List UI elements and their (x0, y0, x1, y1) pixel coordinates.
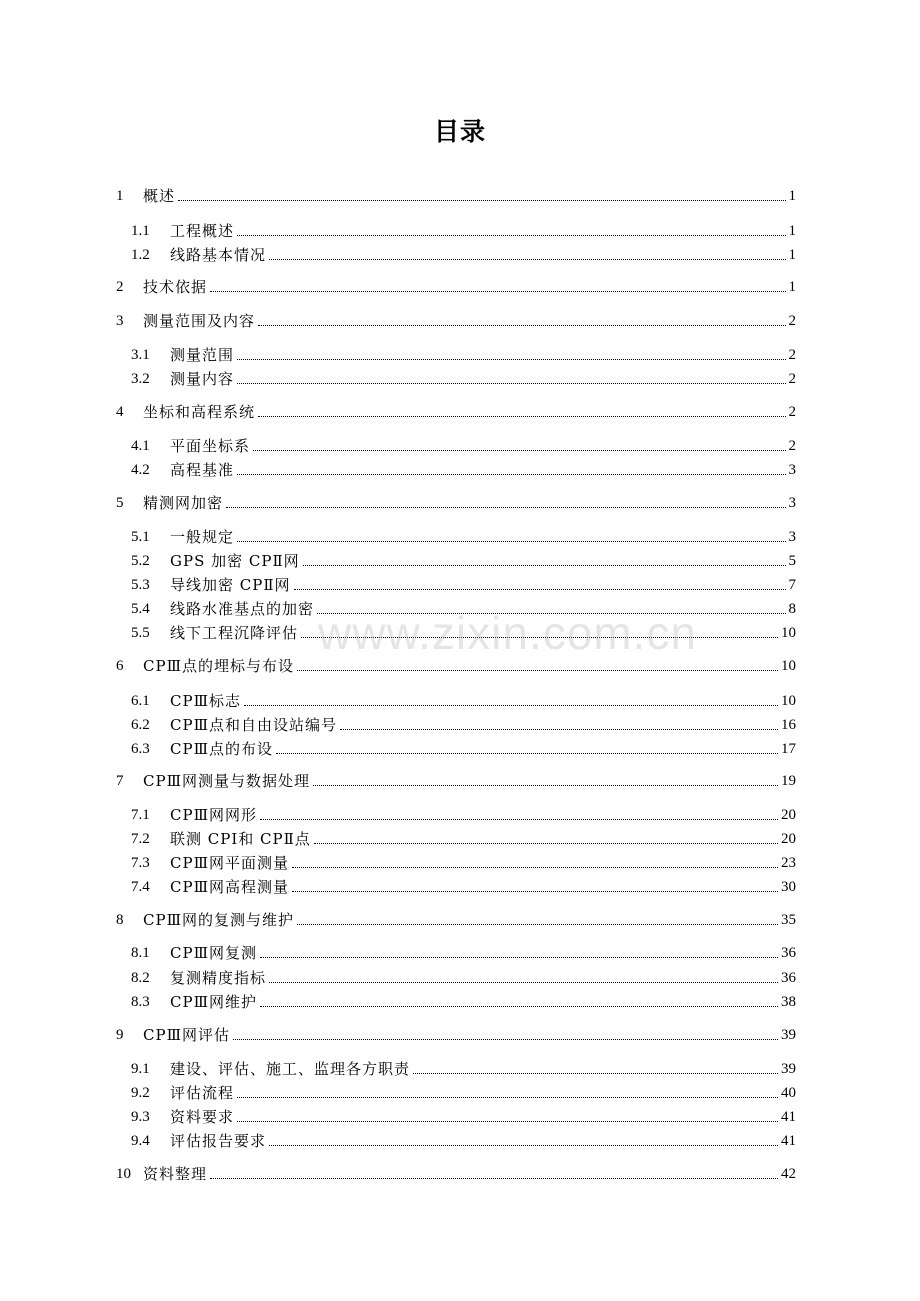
toc-entry-label: 高程基准 (170, 461, 235, 479)
toc-entry-label: 评估报告要求 (170, 1132, 267, 1150)
toc-entry[interactable] (116, 653, 796, 675)
toc-entry-number: 3.1 (131, 347, 150, 363)
toc-dot-leader (258, 416, 785, 417)
toc-entry-page: 8 (788, 601, 796, 617)
toc-entry-page: 35 (781, 912, 796, 928)
toc-dot-leader (260, 957, 778, 958)
toc-entry-number: 9.2 (131, 1085, 150, 1101)
toc-entry-number: 3.2 (131, 371, 150, 387)
toc-entry-label: CPⅢ点和自由设站编号 (170, 716, 338, 734)
toc-entry-number: 8.2 (131, 970, 150, 986)
toc-entry-page: 39 (781, 1027, 796, 1043)
toc-entry[interactable] (116, 399, 796, 421)
toc-dot-leader (269, 259, 785, 260)
toc-dot-leader (260, 1006, 778, 1007)
toc-entry-label: CPⅢ点的布设 (170, 740, 274, 758)
toc-dot-leader (258, 325, 785, 326)
toc-entry-number: 9.3 (131, 1109, 150, 1125)
toc-entry-label: 线路基本情况 (170, 246, 267, 264)
toc-entry-label: 线路水准基点的加密 (170, 600, 315, 618)
toc-entry-page: 23 (781, 855, 796, 871)
toc-entry[interactable] (131, 965, 796, 987)
toc-entry-number: 9.4 (131, 1133, 150, 1149)
toc-entry-page: 39 (781, 1061, 796, 1077)
toc-dot-leader (413, 1073, 778, 1074)
toc-entry-label: GPS 加密 CPⅡ网 (170, 552, 300, 570)
toc-dot-leader (253, 450, 785, 451)
toc-entry-page: 20 (781, 831, 796, 847)
toc-entry-page: 20 (781, 807, 796, 823)
toc-entry-label: 一般规定 (170, 528, 235, 546)
toc-entry-number: 7.3 (131, 855, 150, 871)
toc-entry[interactable] (131, 826, 796, 848)
toc-entry-label: 资料整理 (143, 1165, 208, 1183)
toc-dot-leader (237, 474, 785, 475)
toc-entry-label: 复测精度指标 (170, 969, 267, 987)
toc-entry-page: 10 (781, 658, 796, 674)
toc-entry-page: 2 (788, 438, 796, 454)
toc-entry-page: 10 (781, 693, 796, 709)
toc-entry-page: 2 (788, 347, 796, 363)
toc-entry-page: 3 (788, 529, 796, 545)
toc-entry-number: 2 (116, 279, 124, 295)
toc-entry-number: 6.3 (131, 741, 150, 757)
toc-entry[interactable] (131, 802, 796, 824)
toc-dot-leader (292, 891, 778, 892)
toc-entry-label: 线下工程沉降评估 (170, 624, 299, 642)
toc-entry-number: 6 (116, 658, 124, 674)
toc-entry-page: 38 (781, 994, 796, 1010)
toc-entry-label: CPⅢ网维护 (170, 993, 258, 1011)
toc-dot-leader (297, 670, 778, 671)
toc-entry-label: CPⅢ网平面测量 (170, 854, 290, 872)
toc-entry-label: 导线加密 CPⅡ网 (170, 576, 291, 594)
toc-entry-number: 5.3 (131, 577, 150, 593)
toc-entry-page: 17 (781, 741, 796, 757)
toc-entry[interactable] (131, 620, 796, 642)
toc-entry-page: 2 (788, 371, 796, 387)
toc-entry[interactable] (131, 1104, 796, 1126)
toc-entry[interactable] (131, 433, 796, 455)
toc-entry-number: 7.2 (131, 831, 150, 847)
toc-entry-page: 2 (788, 404, 796, 420)
toc-entry[interactable] (131, 1128, 796, 1150)
toc-entry-page: 5 (788, 553, 796, 569)
toc-dot-leader (210, 291, 785, 292)
toc-entry-page: 36 (781, 945, 796, 961)
toc-entry-number: 5 (116, 495, 124, 511)
toc-entry[interactable] (131, 457, 796, 479)
toc-entry-page: 10 (781, 625, 796, 641)
toc-entry[interactable] (116, 1161, 796, 1183)
watermark: www.zixin.com.cn (318, 607, 697, 659)
toc-entry-label: 测量范围 (170, 346, 235, 364)
toc-entry[interactable] (131, 712, 796, 734)
toc-entry-number: 4.1 (131, 438, 150, 454)
toc-entry-number: 5.4 (131, 601, 150, 617)
toc-entry-label: CPⅢ网高程测量 (170, 878, 290, 896)
toc-entry-number: 1 (116, 188, 124, 204)
toc-entry-label: CPⅢ点的埋标与布设 (143, 657, 295, 675)
toc-entry[interactable] (131, 366, 796, 388)
toc-dot-leader (237, 1121, 778, 1122)
toc-entry[interactable] (131, 989, 796, 1011)
toc-entry-page: 3 (788, 462, 796, 478)
toc-dot-leader (226, 507, 785, 508)
toc-entry[interactable] (131, 572, 796, 594)
toc-entry-number: 4.2 (131, 462, 150, 478)
toc-entry[interactable] (131, 1056, 796, 1078)
toc-entry-number: 3 (116, 313, 124, 329)
toc-entry[interactable] (116, 274, 796, 296)
toc-dot-leader (297, 924, 778, 925)
toc-dot-leader (237, 541, 785, 542)
toc-dot-leader (303, 565, 786, 566)
toc-entry-page: 40 (781, 1085, 796, 1101)
toc-dot-leader (269, 982, 778, 983)
toc-dot-leader (178, 200, 785, 201)
page-title: 目录 (433, 117, 486, 146)
toc-dot-leader (237, 383, 785, 384)
toc-entry-label: 测量范围及内容 (143, 312, 256, 330)
toc-entry-number: 8.1 (131, 945, 150, 961)
toc-entry-page: 19 (781, 773, 796, 789)
toc-entry-label: CPⅢ网复测 (170, 944, 258, 962)
toc-entry-page: 42 (781, 1166, 796, 1182)
toc-dot-leader (313, 785, 778, 786)
toc-entry-page: 30 (781, 879, 796, 895)
toc-dot-leader (276, 753, 778, 754)
toc-dot-leader (301, 637, 778, 638)
toc-dot-leader (294, 589, 786, 590)
toc-entry-label: CPⅢ网的复测与维护 (143, 911, 295, 929)
toc-dot-leader (292, 867, 778, 868)
toc-dot-leader (237, 359, 785, 360)
toc-entry-label: 坐标和高程系统 (143, 403, 256, 421)
toc-entry-number: 9 (116, 1027, 124, 1043)
toc-dot-leader (244, 705, 778, 706)
toc-entry-label: 资料要求 (170, 1108, 235, 1126)
toc-entry-page: 1 (788, 279, 796, 295)
toc-entry-label: 联测 CPⅠ和 CPⅡ点 (170, 830, 311, 848)
toc-entry-page: 36 (781, 970, 796, 986)
toc-entry-label: 概述 (143, 187, 176, 205)
toc-entry[interactable] (131, 1080, 796, 1102)
toc-entry-number: 5.5 (131, 625, 150, 641)
toc-entry[interactable] (131, 874, 796, 896)
toc-dot-leader (237, 235, 785, 236)
toc-entry-number: 5.1 (131, 529, 150, 545)
toc-entry[interactable] (131, 524, 796, 546)
toc-dot-leader (340, 729, 778, 730)
toc-entry[interactable] (116, 907, 796, 929)
toc-entry[interactable] (116, 768, 796, 790)
toc-entry-page: 41 (781, 1109, 796, 1125)
toc-entry-number: 10 (116, 1166, 131, 1182)
toc-entry[interactable] (116, 1022, 796, 1044)
toc-entry-label: 评估流程 (170, 1084, 235, 1102)
toc-entry-label: 平面坐标系 (170, 437, 251, 455)
toc-entry-number: 4 (116, 404, 124, 420)
toc-entry-label: CPⅢ网评估 (143, 1026, 231, 1044)
toc-entry-label: 技术依据 (143, 278, 208, 296)
toc-entry-number: 7.1 (131, 807, 150, 823)
toc-entry[interactable] (116, 490, 796, 512)
toc-entry-page: 1 (788, 247, 796, 263)
toc-entry[interactable] (131, 940, 796, 962)
toc-entry-number: 1.1 (131, 223, 150, 239)
toc-entry-number: 7 (116, 773, 124, 789)
toc-entry[interactable] (131, 736, 796, 758)
toc-dot-leader (317, 613, 785, 614)
toc-entry-page: 7 (788, 577, 796, 593)
toc-entry-page: 41 (781, 1133, 796, 1149)
toc-entry-label: CPⅢ标志 (170, 692, 242, 710)
toc-entry[interactable] (131, 218, 796, 240)
toc-dot-leader (210, 1178, 778, 1179)
toc-dot-leader (269, 1145, 778, 1146)
toc-dot-leader (314, 843, 778, 844)
toc-entry-page: 1 (788, 223, 796, 239)
toc-entry-label: CPⅢ网测量与数据处理 (143, 772, 311, 790)
toc-dot-leader (237, 1097, 778, 1098)
toc-dot-leader (260, 819, 778, 820)
toc-entry-page: 3 (788, 495, 796, 511)
toc-entry-number: 9.1 (131, 1061, 150, 1077)
toc-entry-label: 测量内容 (170, 370, 235, 388)
toc-entry-number: 8.3 (131, 994, 150, 1010)
toc-entry-label: 工程概述 (170, 222, 235, 240)
toc-entry[interactable] (131, 242, 796, 264)
toc-entry-page: 16 (781, 717, 796, 733)
toc-entry[interactable] (116, 308, 796, 330)
toc-entry-number: 5.2 (131, 553, 150, 569)
toc-entry[interactable] (116, 183, 796, 205)
toc-entry-number: 6.2 (131, 717, 150, 733)
toc-entry-label: CPⅢ网网形 (170, 806, 258, 824)
toc-entry-label: 精测网加密 (143, 494, 224, 512)
toc-entry[interactable] (131, 850, 796, 872)
toc-entry[interactable] (131, 688, 796, 710)
toc-entry[interactable] (131, 596, 796, 618)
toc-entry-label: 建设、评估、施工、监理各方职责 (170, 1060, 411, 1078)
toc-entry-number: 8 (116, 912, 124, 928)
toc-entry-page: 2 (788, 313, 796, 329)
toc-entry-number: 6.1 (131, 693, 150, 709)
toc-entry-number: 1.2 (131, 247, 150, 263)
toc-entry-number: 7.4 (131, 879, 150, 895)
toc-entry-page: 1 (788, 188, 796, 204)
toc-entry[interactable] (131, 342, 796, 364)
toc-dot-leader (233, 1039, 778, 1040)
toc-entry[interactable] (131, 548, 796, 570)
